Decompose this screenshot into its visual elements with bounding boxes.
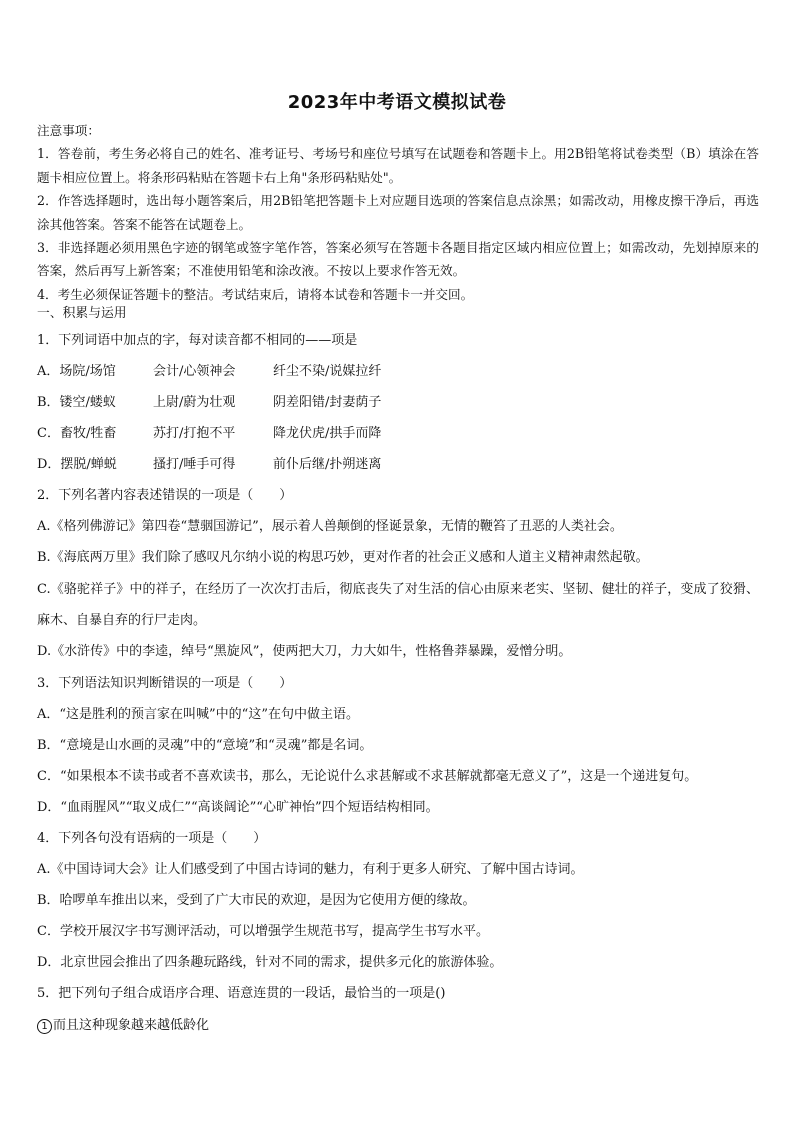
- question-3-stem: 3．下列语法知识判断错误的一项是（ ）: [37, 676, 293, 691]
- option-label: B．镂空/蝼蚁: [37, 395, 116, 410]
- question-2-option-d: D.《水浒传》中的李逵，绰号“黑旋风”，使两把大刀，力大如牛，性格鲁莽暴躁，爱憎分明。: [37, 644, 572, 659]
- question-2-option-b: B.《海底两万里》我们除了感叹凡尔纳小说的构思巧妙，更对作者的社会正义感和人道主义精神肃然起敬。: [37, 550, 649, 565]
- question-3-option-b: B．“意境是山水画的灵魂”中的“意境”和“灵魂”都是名词。: [37, 738, 373, 753]
- notice-item: 2．作答选择题时，选出每小题答案后，用2B铅笔把答题卡上对应题目选项的答案信息点涂黑；如需改动，用橡皮擦干净后，再选涂其他答案。答案不能答在试题卷上。: [37, 193, 759, 232]
- option-word: 搔打/唾手可得: [153, 457, 236, 472]
- question-1-option-c: [37, 424, 381, 444]
- question-3-option-d: D．“血雨腥风”“取义成仁”“高谈阔论”“心旷神怡”四个短语结构相同。: [37, 800, 439, 815]
- option-word: 降龙伏虎/拱手而降: [273, 426, 382, 441]
- option-word: 会计/心领神会: [153, 364, 236, 379]
- option-word: 苏打/打抱不平: [153, 426, 236, 441]
- exam-title: 2023年中考语文模拟试卷: [287, 92, 507, 113]
- question-5-stem: 5．把下列句子组合成语序合理、语意连贯的一段话，最恰当的一项是(): [37, 986, 446, 1001]
- question-1-option-b: [37, 393, 381, 413]
- question-2-option-c: C.《骆驼祥子》中的祥子，在经历了一次次打击后，彻底丧失了对生活的信心由原来老实、坚韧、健壮的祥子，变成了狡猾、麻木、自暴自弃的行尸走肉。: [37, 582, 759, 628]
- question-4-option-c: C．学校开展汉字书写测评活动，可以增强学生规范书写，提高学生书写水平。: [37, 924, 489, 939]
- question-4-option-d: D．北京世园会推出了四条趣玩路线，针对不同的需求，提供多元化的旅游体验。: [37, 955, 503, 970]
- option-label: C．畜牧/牲畜: [37, 426, 117, 441]
- question-1-option-a: [37, 362, 381, 382]
- question-5-item-1: [37, 1016, 759, 1036]
- notice-item: 3．非选择题必须用黑色字迹的钢笔或签字笔作答，答案必须写在答题卡各题目指定区域内相应位置上；如需改动，先划掉原来的答案，然后再写上新答案；不准使用铅笔和涂改液。不按以上要求作答无效。: [37, 240, 759, 279]
- question-2-stem: 2．下列名著内容表述错误的一项是（ ）: [37, 488, 293, 503]
- question-1-stem: 1．下列词语中加点的字，每对读音都不相同的——项是: [37, 333, 358, 348]
- section-title: 一、积累与运用: [37, 306, 127, 321]
- notice-item: 4．考生必须保证答题卡的整洁。考试结束后，请将本试卷和答题卡一并交回。: [37, 286, 474, 302]
- option-label: A．场院/场馆: [37, 364, 116, 379]
- notice-item: 1．答卷前，考生务必将自己的姓名、准考证号、考场号和座位号填写在试题卷和答题卡上。用2B铅笔将试卷类型（B）填涂在答题卡相应位置上。将条形码粘贴在答题卡右上角"条形码粘贴处"。: [37, 146, 759, 185]
- option-word: 前仆后继/扑朔迷离: [273, 457, 382, 472]
- option-word: 纤尘不染/说媒拉纤: [273, 364, 382, 379]
- option-word: 上尉/蔚为壮观: [153, 395, 236, 410]
- question-4-option-a: A.《中国诗词大会》让人们感受到了中国古诗词的魅力，有利于更多人研究、了解中国古诗词。: [37, 862, 584, 877]
- question-2-option-a: A.《格列佛游记》第四卷“慧骃国游记”，展示着人兽颠倒的怪诞景象，无情的鞭笞了丑恶的人类社会。: [37, 519, 623, 534]
- question-1-option-d: [37, 455, 381, 475]
- option-label: D．摆脱/蝉蜕: [37, 457, 117, 472]
- question-4-stem: 4．下列各句没有语病的一项是（ ）: [37, 831, 267, 846]
- circled-number-icon: 1: [37, 1019, 52, 1034]
- sentence-text: 而且这种现象越来越低龄化: [53, 1018, 210, 1033]
- question-4-option-b: B．哈啰单车推出以来，受到了广大市民的欢迎，是因为它使用方便的缘故。: [37, 893, 476, 908]
- option-word: 阴差阳错/封妻荫子: [273, 395, 382, 410]
- notice-heading: 注意事项：: [37, 123, 100, 138]
- notice-block: [37, 119, 759, 306]
- question-3-option-c: C．“如果根本不读书或者不喜欢读书，那么，无论说什么求甚解或不求甚解就都毫无意义了”，这是一个递进复句。: [37, 769, 698, 784]
- question-3-option-a: A．“这是胜利的预言家在叫喊”中的“这”在句中做主语。: [37, 707, 359, 722]
